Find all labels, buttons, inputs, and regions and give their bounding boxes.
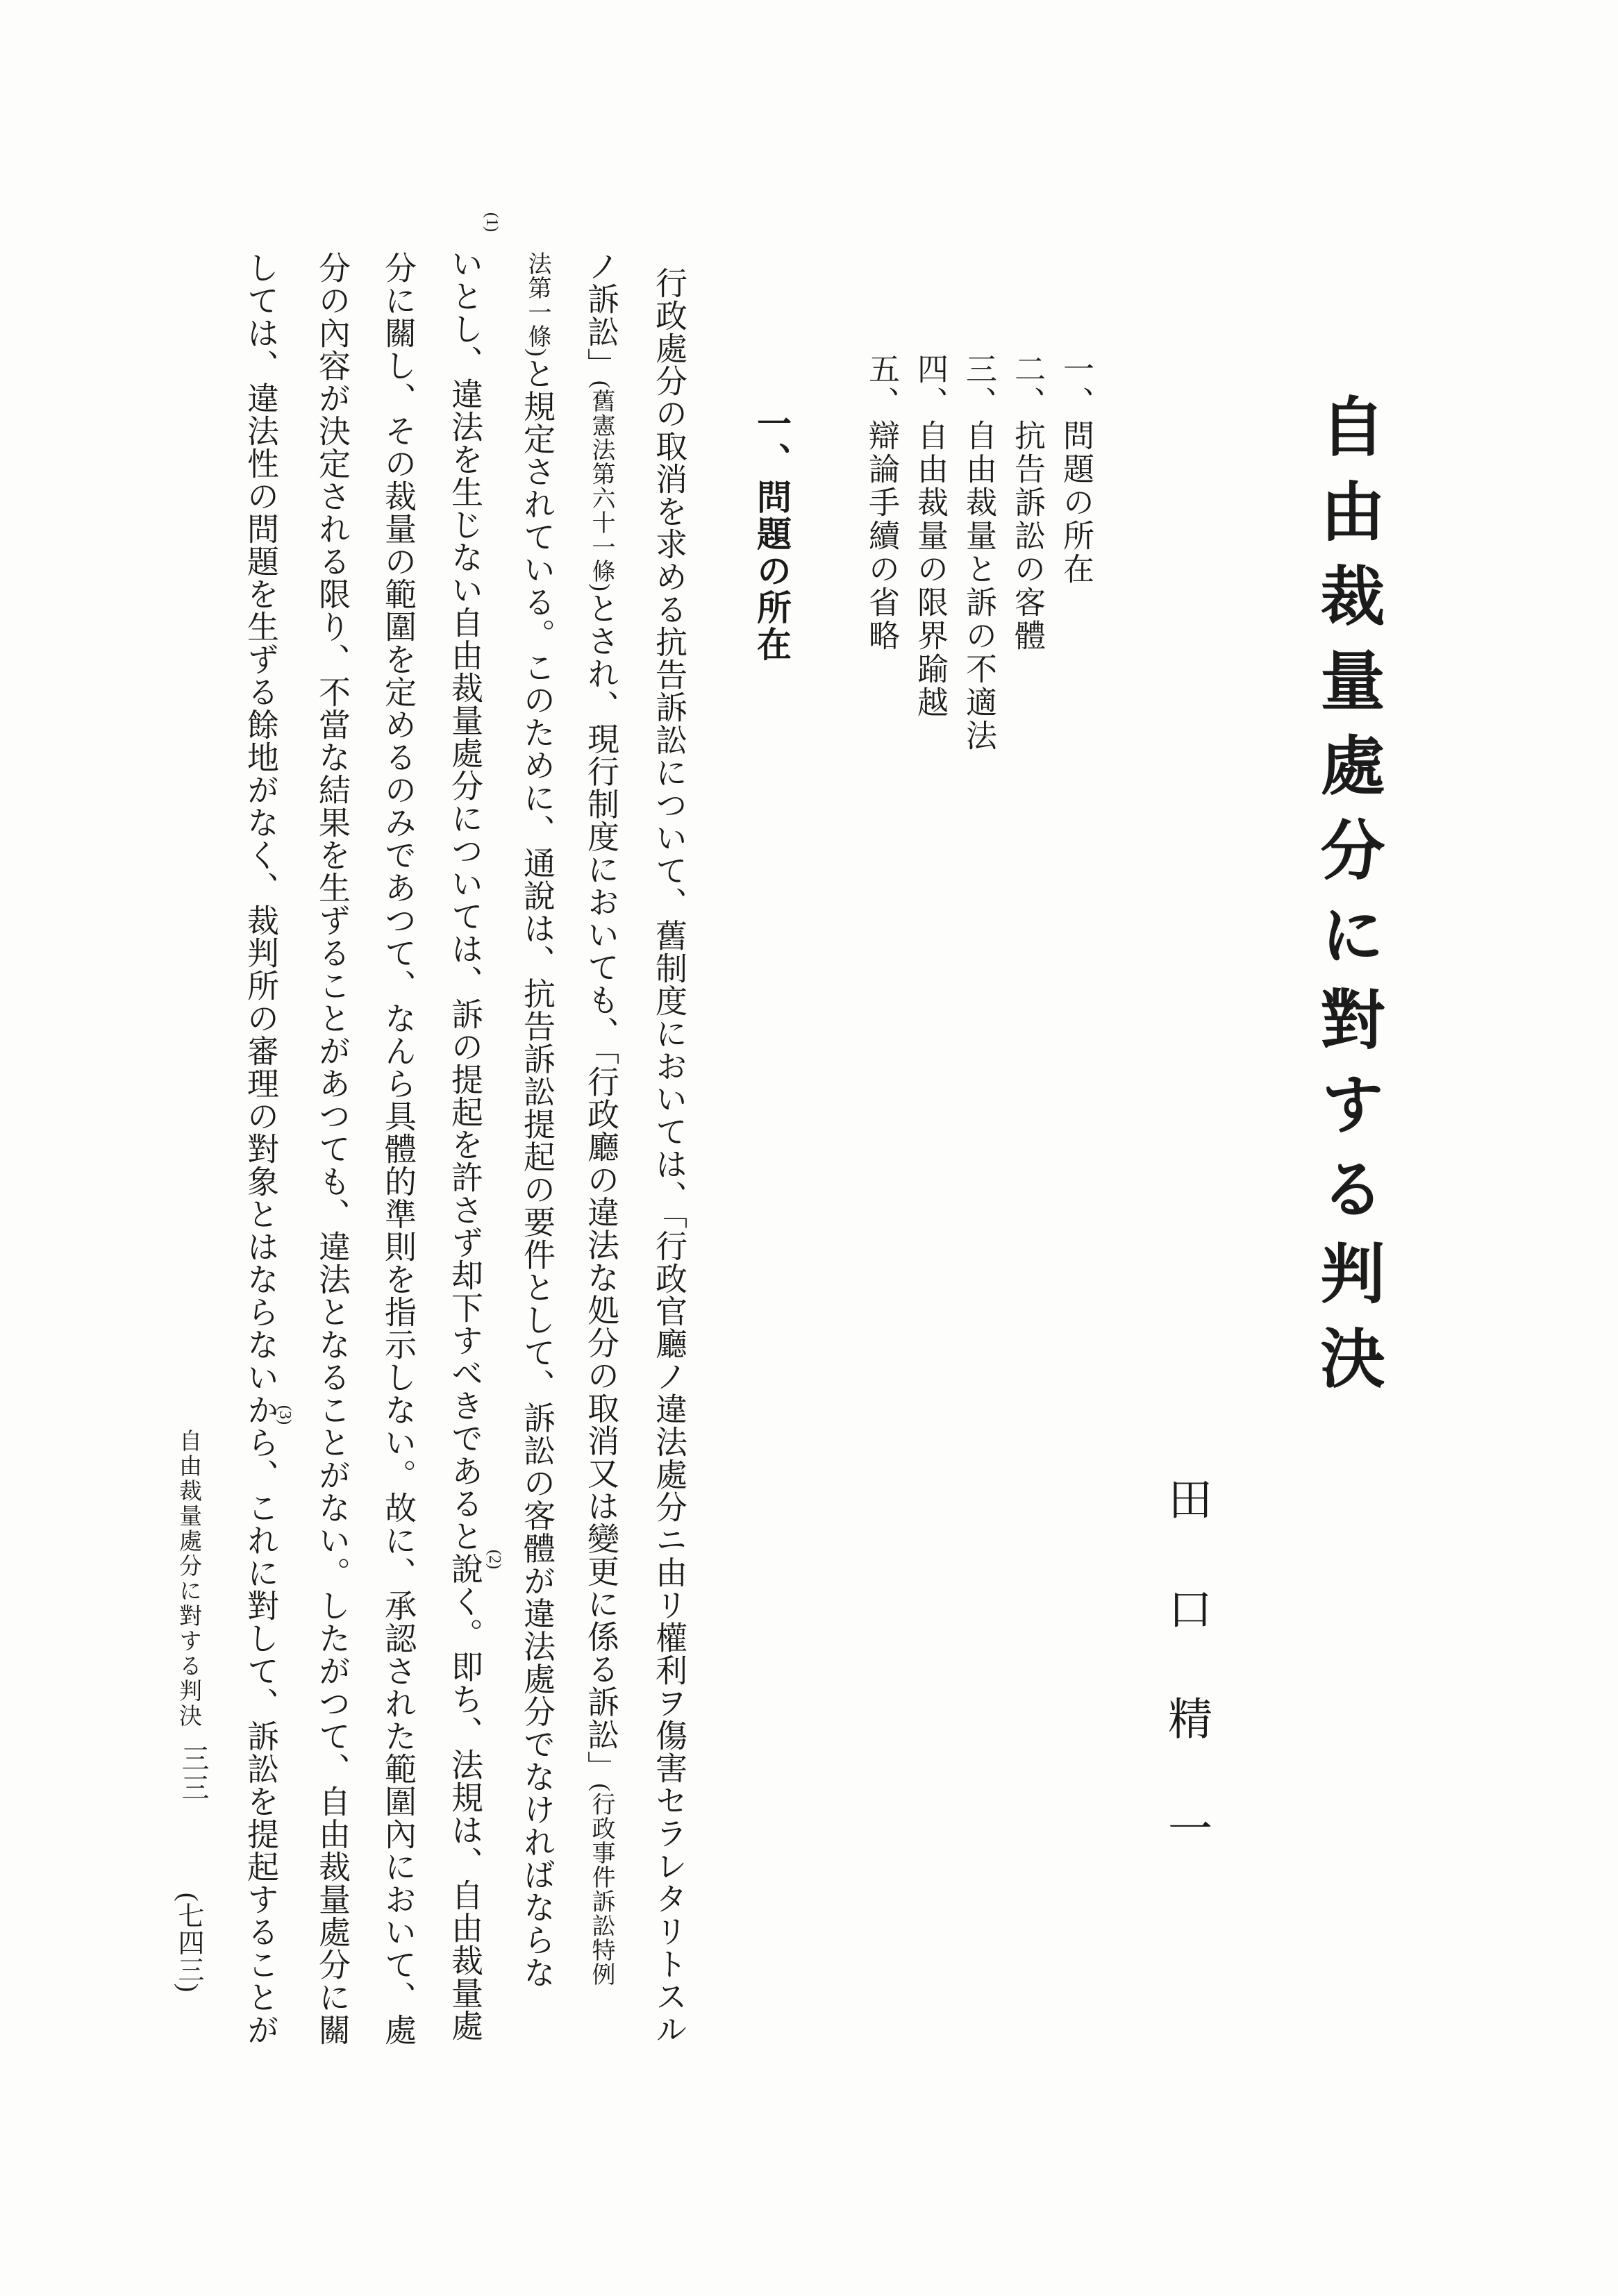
body-column-5: 分に關し、その裁量の範圍を定めるのみであつて、なんら具體的準則を指示しない。故に、承認された範圍內において、處 <box>381 251 416 2046</box>
footnote-marker-1: (1) <box>483 212 501 232</box>
body-column-6: 分の內容が決定される限り、不當な結果を生ずることがあつても、違法となることがない。したがつて、自由裁量處分に關 <box>315 251 350 2046</box>
running-title: 自由裁量處分に對する判決 <box>176 1429 201 1729</box>
article-title: 自由裁量處分に對する判決 <box>1310 393 1382 1409</box>
body-column-4: いとし、違法を生じない自由裁量處分については、訴の提起を許さず却下すべきであると說く。即ち、法規は、自由裁量處 <box>447 247 483 2042</box>
footnote-marker-3: (3) <box>276 1405 294 1425</box>
toc-item-3: 三、自由裁量と訴の不適法 <box>961 353 996 753</box>
author-name: 田口精一 <box>1162 1476 1211 1915</box>
toc-item-2: 二、抗告訴訟の客體 <box>1010 353 1044 653</box>
section-heading: 一、問題の所在 <box>752 405 791 663</box>
body-column-7: しては、違法性の問題を生ずる餘地がなく、裁判所の審理の對象とはならないから、これに對して、訴訟を提起することが <box>243 251 278 2046</box>
volume-page-number: (七四三) <box>174 1893 203 1993</box>
toc-item-1: 一、問題の所在 <box>1058 353 1093 586</box>
body-column-1: 行政處分の取消を求める抗告訴訟について、舊制度においては、「行政官廳ノ違法處分ニ由リ權利ヲ傷害セラレタリトスル <box>651 267 687 2045</box>
body-column-3: 法第一條)と規定されている。このために、通說は、抗告訴訟提起の要件として、訴訟の客體が違法處分でなければならな <box>519 251 555 1989</box>
footnote-marker-2: (2) <box>485 1550 503 1569</box>
page-number: 三三 <box>178 1744 209 1802</box>
body-column-2: ノ訴訟」(舊憲法第六十一條)とされ、現行制度においても、「行政廳の違法な処分の取消又は變更に係る訴訟」(行政事件訴訟特例 <box>583 250 619 1986</box>
toc-item-5: 五、辯論手續の省略 <box>864 353 899 653</box>
toc-item-4: 四、自由裁量の限界踰越 <box>912 353 947 719</box>
